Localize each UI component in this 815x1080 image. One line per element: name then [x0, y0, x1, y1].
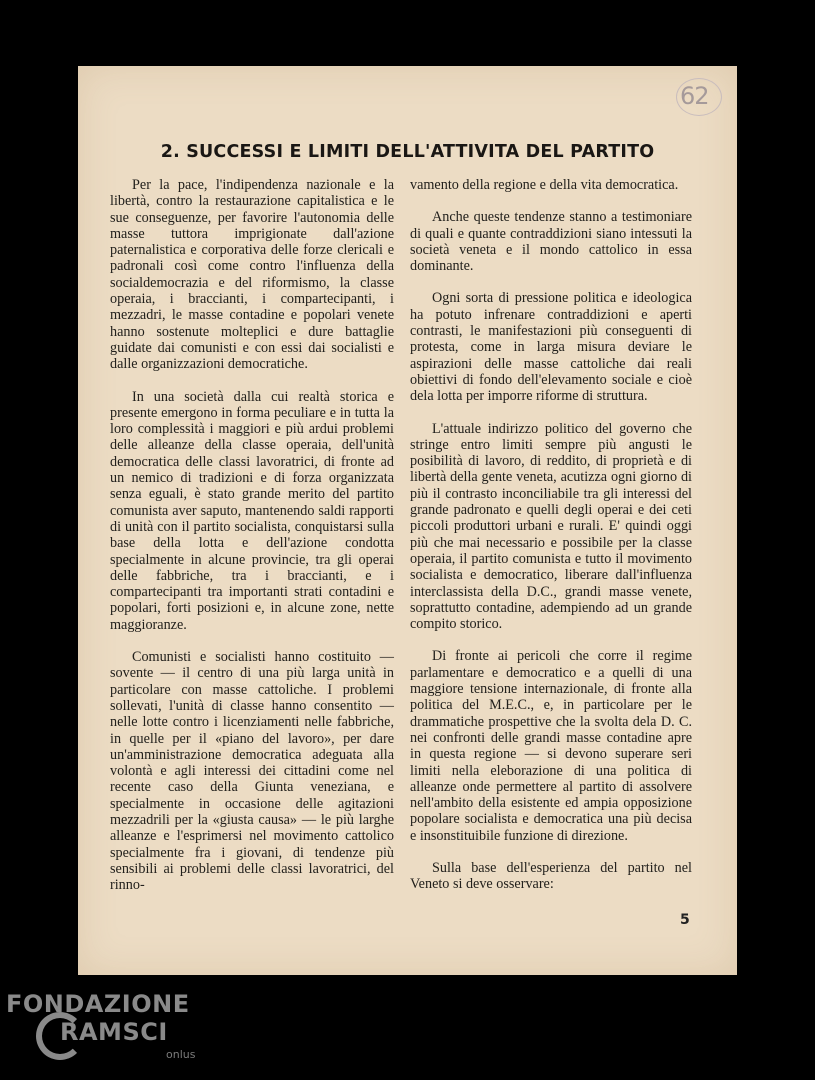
watermark-line2: RAMSCI — [60, 1018, 168, 1046]
section-title: 2. SUCCESSI E LIMITI DELL'ATTIVITA DEL PARTITO — [160, 142, 655, 162]
paragraph: L'attuale indirizzo politico del governo che stringe entro limiti sempre più angusti le posibilità di lavoro, di reddito, di proprietà e di libertà della gente veneta, acutizza ogni giorno di più il contrasto inconciliabile tra gli interessi del grande padronato e quelli degli operai e dei ceti piccoli produttori urbani e rurali. E' quindi oggi più che mai necessario e possibile per la classe operaia, il partito comunista e tutto il movimento socialista e democratico, liberare dall'influenza interclassista della D.C., grandi masse venete, soprattutto contadine, adempiendo ad un grande compito storico. — [410, 420, 692, 633]
left-column — [110, 177, 394, 909]
paragraph: Ogni sorta di pressione politica e ideologica ha potuto infrenare contraddizioni e aperti contrasti, le manifestazioni più conseguenti di protesta, come in larga misura deviare le aspirazioni delle masse cattoliche dai reali obiettivi di fondo dell'elevamento sociale e cioè dela lotta per imporre riforme di struttura. — [410, 290, 692, 405]
paragraph: Anche queste tendenze stanno a testimoniare di quali e quante contraddizioni siano intessuti la società veneta e il mondo cattolico in essa dominante. — [410, 209, 692, 275]
paragraph: Di fronte ai pericoli che corre il regime parlamentare e democratico e a quelli di una maggiore tensione internazionale, di fronte alla politica del M.E.C., e, in particolare per le drammatiche prospettive che la svolta dela D. C. nei confronti delle grandi masse contadine apre in questa regione — si devono superare seri limiti nella eleborazione di una politica di alleanze onde permettere al partito di assolvere nell'ambito della esistente ed ampia opposizione popolare socialista e democratica una più decisa e insonstituibile funzione di direzione. — [410, 648, 692, 844]
page-number: 5 — [680, 912, 690, 928]
watermark-line3: onlus — [166, 1048, 196, 1061]
paragraph: In una società dalla cui realtà storica e presente emergono in forma peculiare e in tutta la loro complessità i maggiori e più ardui problemi delle alleanze della classe operaia, dell'unità democratica delle classi lavoratrici, di fronte ad un nemico di tradizioni e di forza organizzata senza eguali, è stato grande merito del partito comunista aver saputo, mantenendo saldi rapporti di unità con il partito socialista, conquistarsi sulla base della lotta e dell'azione condotta specialmente in alcune provincie, tra gli operai delle fabbriche, tra i braccianti, e i compartecipanti tra importanti strati contadini e popolari, forti posizioni e, in alcune zone, nette maggioranze. — [110, 388, 394, 633]
right-column — [410, 177, 692, 909]
paragraph: Sulla base dell'esperienza del partito nel Veneto si deve osservare: — [410, 859, 692, 893]
paragraph: Comunisti e socialisti hanno costituito — sovente — il centro di una più larga unità in particolare con masse cattoliche. I problemi sollevati, l'unità di classe hanno consentito — nelle lotte contro i licenziamenti nelle fabbriche, in quelle per il «piano del lavoro», per dare un'amministrazione democratica adeguata alla volontà e agli interessi dei cittadini come nel recente caso della Giunta veneziana, e specialmente in occasione delle agitazioni mezzadrili per la «giusta causa» — le più larghe alleanze e l'esprimersi nel movimento cattolico specialmente fra i giovani, di tendenze più sensibili ai problemi delle classi lavoratrici, del rinno- — [110, 649, 394, 894]
watermark-logo — [6, 990, 206, 1070]
paragraph-continuation: vamento della regione e della vita democratica. — [410, 177, 679, 193]
paragraph: Per la pace, l'indipendenza nazionale e la libertà, contro la restaurazione capitalistica e le sue conseguenze, per favorire l'autonomia delle masse tuttora imprigionate dall'azione paternalistica e corporativa delle forze clericali e padronali così come contro l'influenza della socialdemocrazia e del riformismo, la classe operaia, i braccianti, i compartecipanti, i mezzadri, le masse contadine e popolari venete hanno sostenute molteplici e dure battaglie guidate dai comunisti e con essi dai socialisti e dalle organizzazioni democratiche. — [110, 177, 394, 373]
handwritten-page-note: 62 — [680, 82, 720, 114]
watermark-line1: FONDAZIONE — [6, 990, 190, 1018]
